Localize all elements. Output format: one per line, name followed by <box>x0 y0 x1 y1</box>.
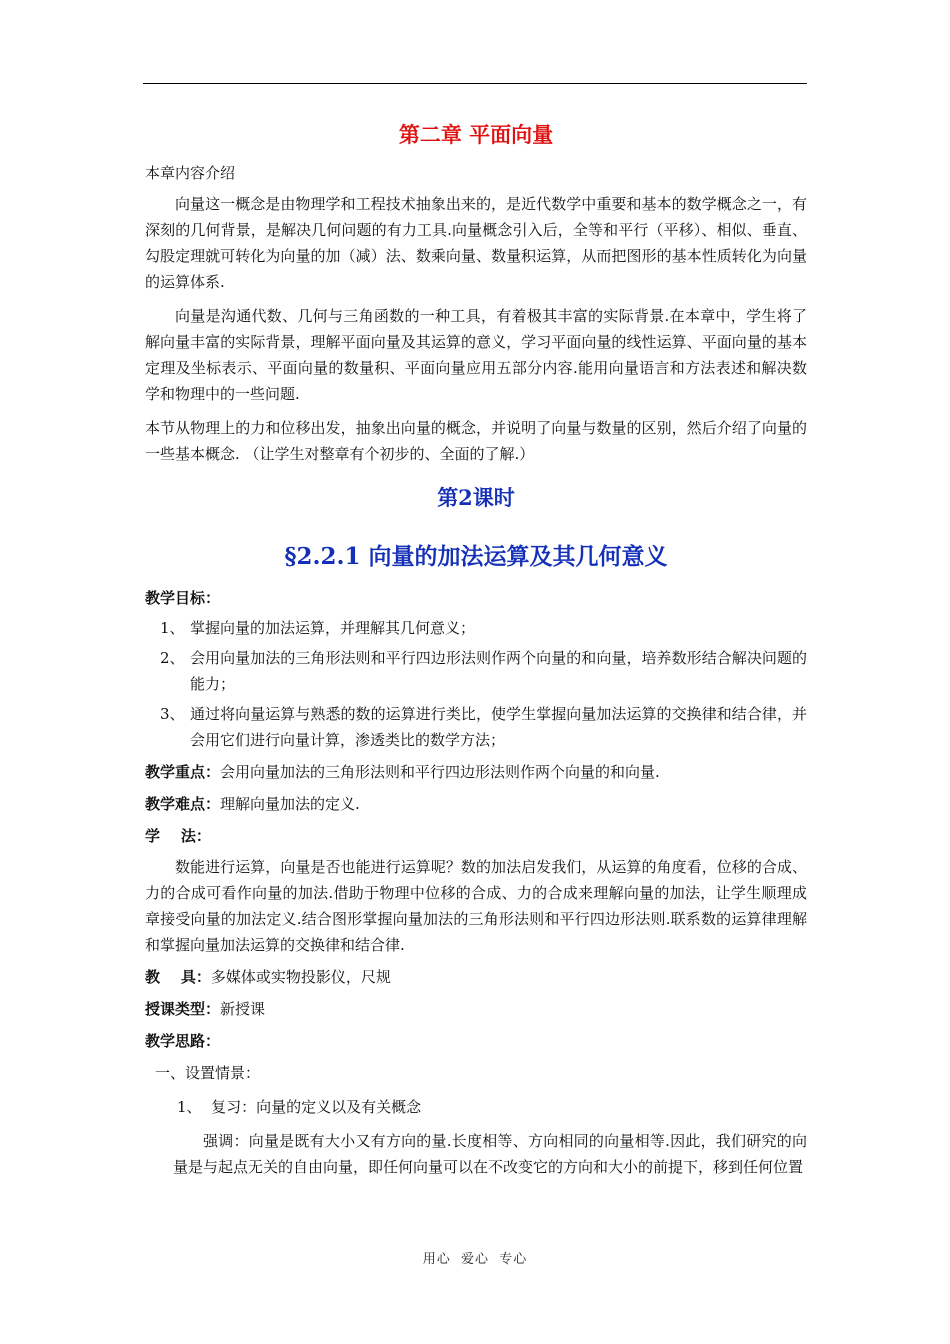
objective-text: 通过将向量运算与熟悉的数的运算进行类比，使学生掌握向量加法运算的交换律和结合律，并会用它们进行向量计算，渗透类比的数学方法； <box>190 705 807 749</box>
lesson-type-label: 授课类型： <box>145 1000 221 1018</box>
key-point-label: 教学重点： <box>145 763 221 781</box>
intro-paragraph-2: 向量是沟通代数、几何与三角函数的一种工具，有着极其丰富的实际背景.在本章中，学生将了解向量丰富的实际背景，理解平面向量及其运算的意义，学习平面向量的线性运算、平面向量的基本定理及坐标表示、平面向量的数量积、平面向量应用五部分内容.能用向量语言和方法表述和解决数学和物理中的一些问题. <box>145 307 807 403</box>
header-rule <box>143 83 807 84</box>
objectives-label: 教学目标： <box>145 589 221 607</box>
tools-label: 教 具： <box>145 968 211 986</box>
objective-number: 2、 <box>160 649 185 667</box>
tools-text: 多媒体或实物投影仪，尺规 <box>210 968 391 986</box>
emphasis-text: 强调：向量是既有大小又有方向的量.长度相等、方向相同的向量相等.因此，我们研究的向量是与起点无关的自由向量，即任何向量可以在不改变它的方向和大小的前提下，移到任何位置 <box>173 1132 807 1176</box>
lesson-type-text: 新授课 <box>220 1000 266 1018</box>
intro-paragraph-3: 本节从物理上的力和位移出发，抽象出向量的概念，并说明了向量与数量的区别，然后介绍了向量的一些基本概念. （让学生对整章有个初步的、全面的了解.） <box>145 419 807 463</box>
objective-number: 1、 <box>160 619 185 637</box>
chapter-title: 第二章 平面向量 <box>398 122 554 147</box>
objective-number: 3、 <box>160 705 185 723</box>
intro-label: 本章内容介绍 <box>145 164 236 182</box>
lesson-title: 第2课时 <box>437 485 515 510</box>
tools-row <box>145 964 807 990</box>
approach-step-1-1: 1、 复习：向量的定义以及有关概念 <box>177 1098 422 1116</box>
approach-step-1: 一、设置情景： <box>155 1064 261 1082</box>
difficulty-row <box>145 791 807 817</box>
lesson-type-row <box>145 996 807 1022</box>
objective-item <box>145 701 807 753</box>
intro-paragraph-1: 向量这一概念是由物理学和工程技术抽象出来的，是近代数学中重要和基本的数学概念之一，有深刻的几何背景，是解决几何问题的有力工具.向量概念引入后，全等和平行（平移）、相似、垂直、勾股定理就可转化为向量的加（减）法、数乘向量、数量积运算，从而把图形的基本性质转化为向量的运算体系. <box>145 195 807 291</box>
objective-text: 掌握向量的加法运算，并理解其几何意义； <box>190 619 476 637</box>
difficulty-text: 理解向量加法的定义. <box>220 795 360 813</box>
difficulty-label: 教学难点： <box>145 795 221 813</box>
method-text: 数能进行运算，向量是否也能进行运算呢？数的加法启发我们，从运算的角度看，位移的合成、力的合成可看作向量的加法.借助于物理中位移的合成、力的合成来理解向量的加法，让学生顺理成章接受向量的加法定义.结合图形掌握向量加法的三角形法则和平行四边形法则.联系数的运算律理解和掌握向量加法运算的交换律和结合律. <box>145 858 807 954</box>
page-footer: 用心 爱心 专心 <box>422 1252 528 1267</box>
document-body <box>145 118 807 1180</box>
objective-text: 会用向量加法的三角形法则和平行四边形法则作两个向量的和向量，培养数形结合解决问题的能力； <box>190 649 807 693</box>
method-label: 学 法： <box>145 827 211 845</box>
emphasis-paragraph <box>145 1128 807 1180</box>
objective-item <box>145 615 807 641</box>
objective-item <box>145 645 807 697</box>
approach-label: 教学思路： <box>145 1032 221 1050</box>
key-point-row <box>145 759 807 785</box>
key-point-text: 会用向量加法的三角形法则和平行四边形法则作两个向量的和向量. <box>220 763 660 781</box>
section-title: §2.2.1 向量的加法运算及其几何意义 <box>284 543 668 570</box>
